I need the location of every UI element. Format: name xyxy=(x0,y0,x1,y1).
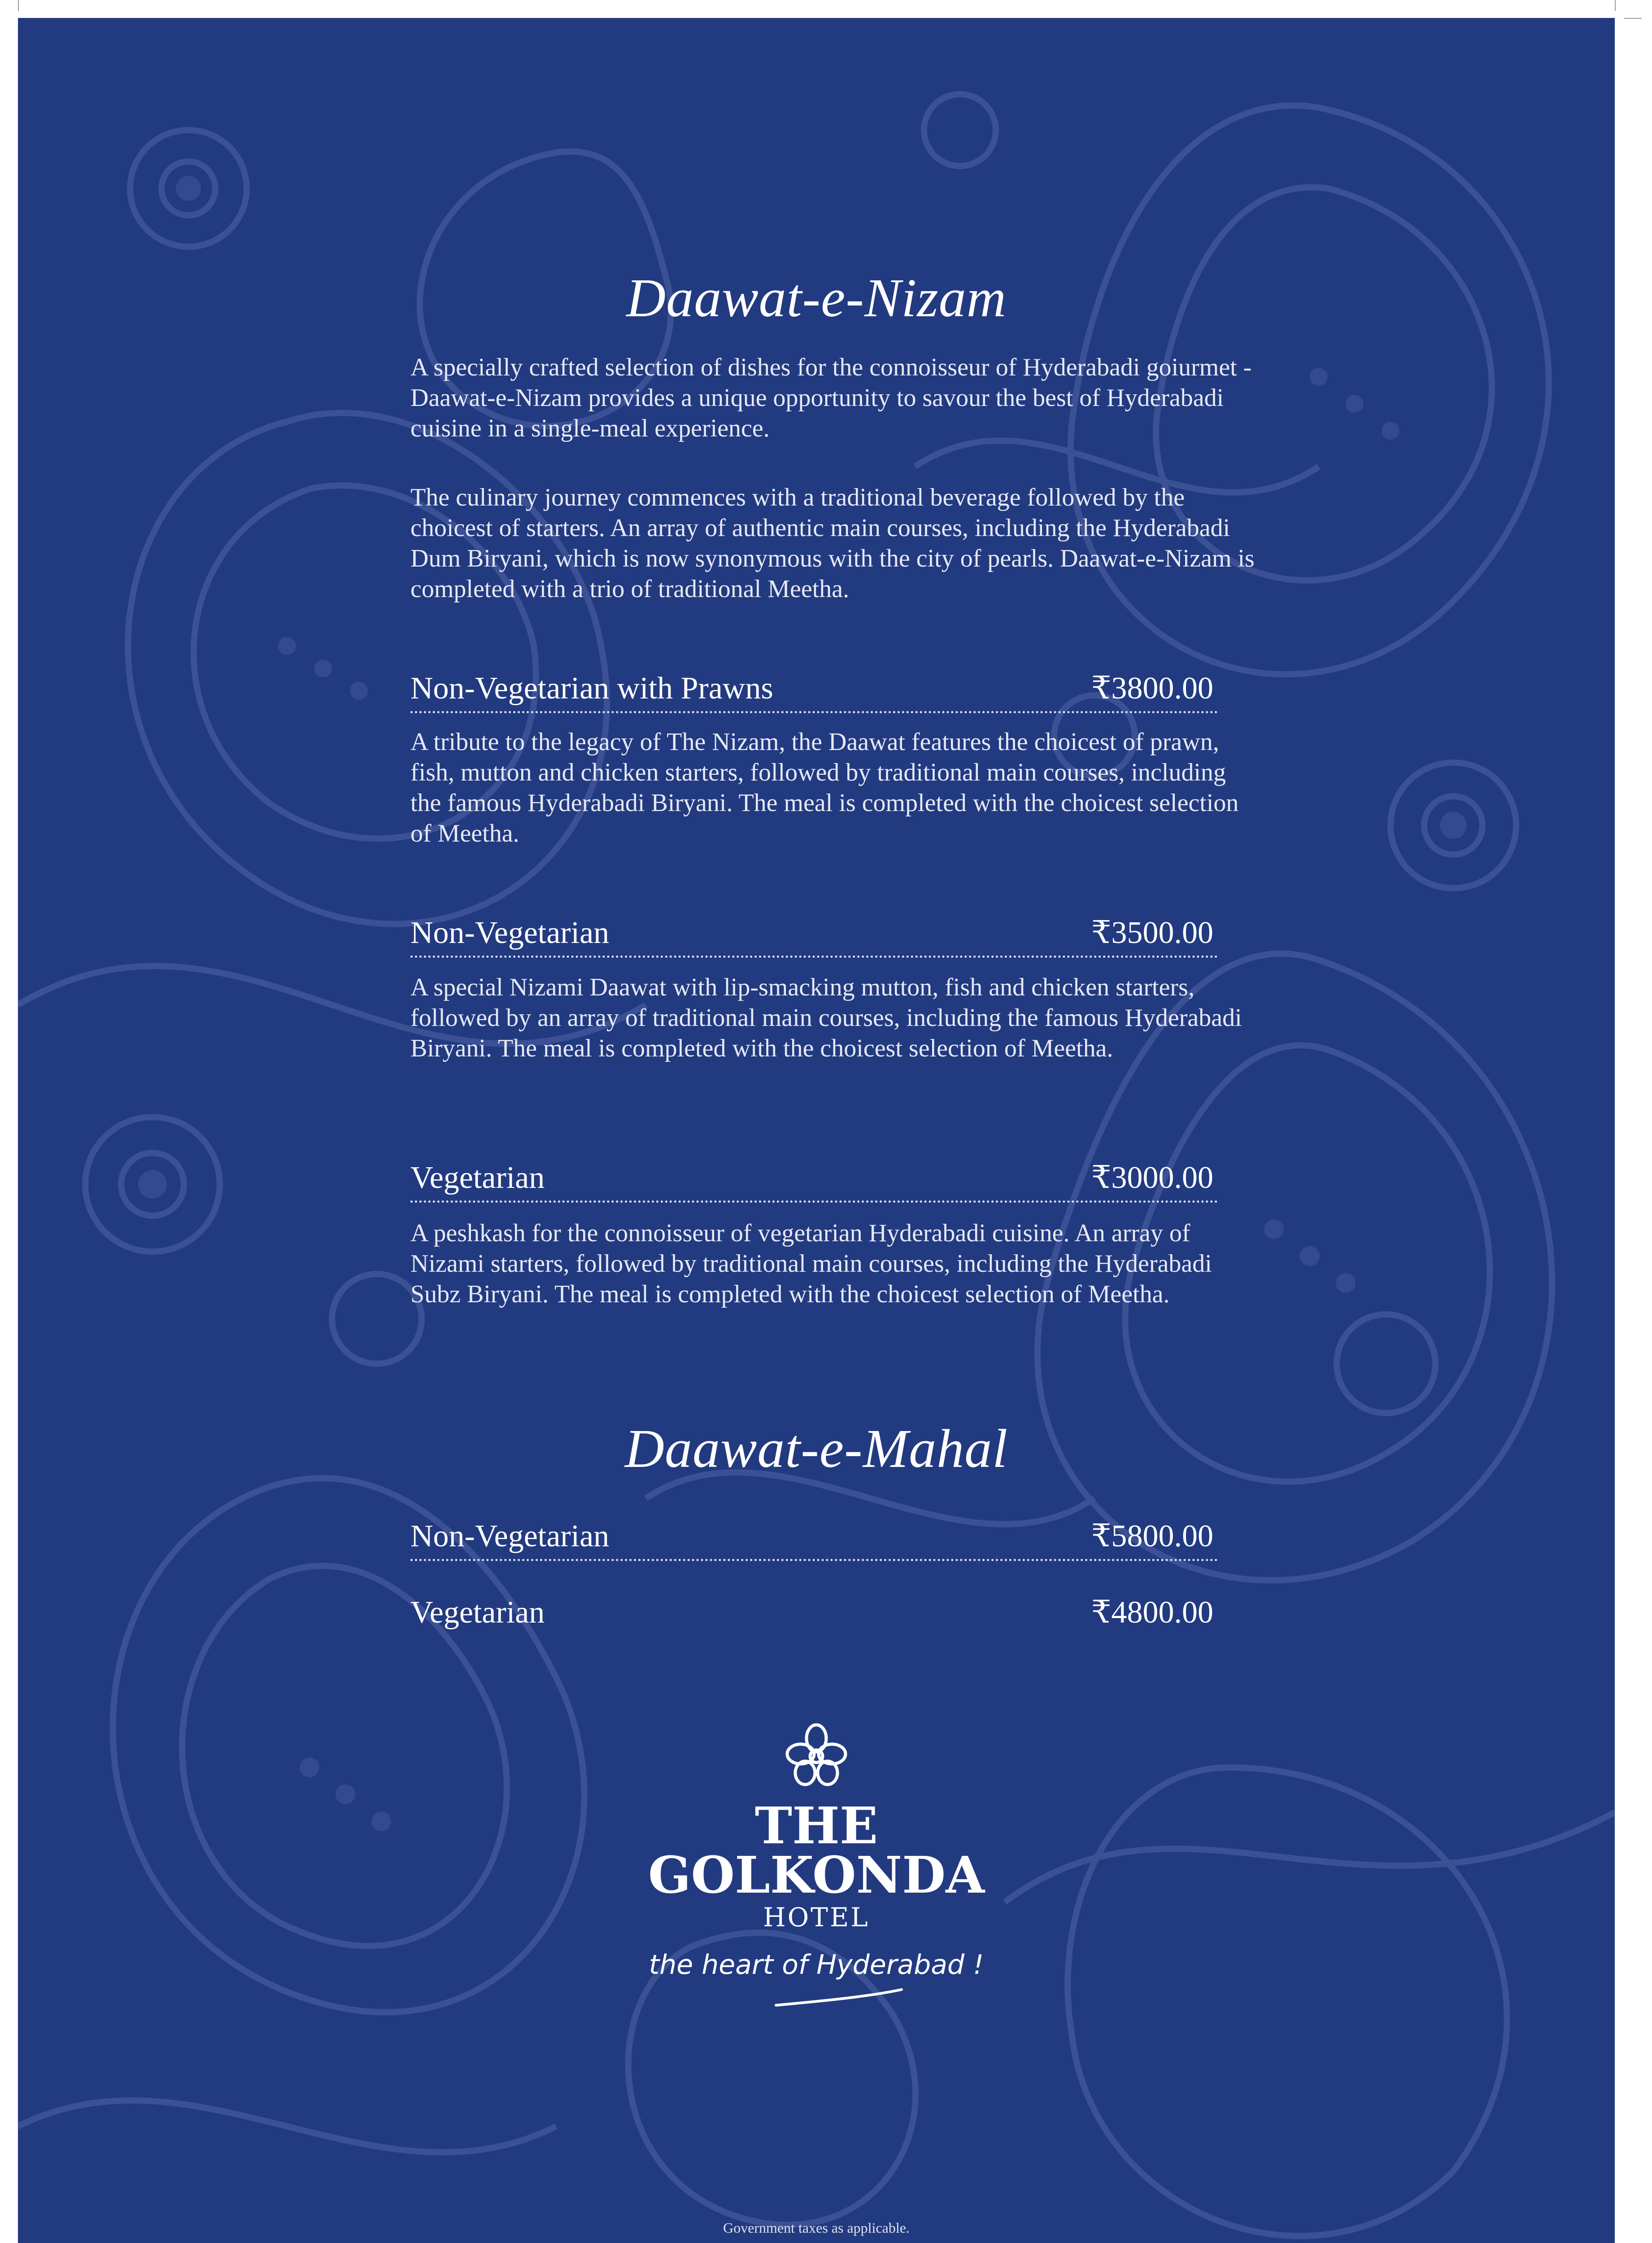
brand-line-golkonda: GOLKONDA xyxy=(648,1846,985,1905)
intro-paragraph-1: A specially crafted selection of dishes for the connoisseur of Hyderabadi goiurmet - Daawat-e-Nizam provides a unique opportunity to savour the best of Hyderabadi cuisine in a single-meal experience. xyxy=(410,353,1252,442)
intro-paragraph-2: The culinary journey commences with a traditional beverage followed by the choicest of starters. An array of authentic main courses, including the Hyderabadi Dum Biryani, which is now synonymous with the city of pearls. Daawat-e-Nizam is completed with a trio of traditional Meetha. xyxy=(410,484,1255,603)
golkonda-flower-emblem-icon xyxy=(785,1723,848,1790)
menu-item-price: ₹5800.00 xyxy=(1091,1519,1213,1554)
crop-mark-right-top xyxy=(1624,18,1642,19)
hotel-logo xyxy=(637,1723,996,2037)
menu-item-row xyxy=(410,915,1218,958)
menu-page xyxy=(18,18,1615,2243)
brand-line-the: THE xyxy=(754,1797,878,1855)
menu-item-description: A tribute to the legacy of The Nizam, the Daawat features the choicest of prawn, fish, mutton and chicken starters, followed by traditional main courses, including the famous Hyderabadi Biryani. The meal is completed with the choicest selection of Meetha. xyxy=(410,728,1239,847)
menu-item-price: ₹4800.00 xyxy=(1091,1595,1213,1630)
menu-item-description: A special Nizami Daawat with lip-smacking mutton, fish and chicken starters, followed by an array of traditional main courses, including the famous Hyderabadi Biryani. The meal is completed with the choicest selection of Meetha. xyxy=(410,973,1242,1062)
menu-item-row xyxy=(410,671,1218,713)
brand-tagline: the heart of Hyderabad ! xyxy=(649,1949,984,1981)
footer-note: Government taxes as applicable. xyxy=(723,2220,910,2236)
menu-item-name: Non-Vegetarian with Prawns xyxy=(410,671,773,706)
menu-item-price: ₹3000.00 xyxy=(1091,1161,1213,1195)
menu-item-price: ₹3500.00 xyxy=(1091,916,1213,950)
menu-item-name: Non-Vegetarian xyxy=(410,916,610,950)
menu-item-row xyxy=(410,1595,1218,1635)
menu-item-name: Vegetarian xyxy=(410,1595,545,1630)
tagline-swoosh xyxy=(772,1987,906,2010)
menu-item-name: Non-Vegetarian xyxy=(410,1519,610,1554)
section-title-daawat-e-mahal: Daawat-e-Mahal xyxy=(624,1418,1008,1479)
brand-line-hotel: HOTEL xyxy=(763,1902,870,1933)
crop-mark-top-right xyxy=(1615,0,1616,11)
menu-item-row xyxy=(410,1160,1218,1203)
menu-content xyxy=(18,18,1615,2243)
menu-item-name: Vegetarian xyxy=(410,1161,545,1195)
section-title-daawat-e-nizam: Daawat-e-Nizam xyxy=(626,268,1007,328)
menu-item-description: A peshkash for the connoisseur of vegetarian Hyderabadi cuisine. An array of Nizami starters, followed by traditional main courses, including the Hyderabadi Subz Biryani. The meal is completed with the choicest selection of Meetha. xyxy=(410,1219,1212,1308)
menu-item-price: ₹3800.00 xyxy=(1091,671,1213,706)
crop-mark-top-left xyxy=(18,0,19,11)
menu-item-row xyxy=(410,1519,1218,1561)
